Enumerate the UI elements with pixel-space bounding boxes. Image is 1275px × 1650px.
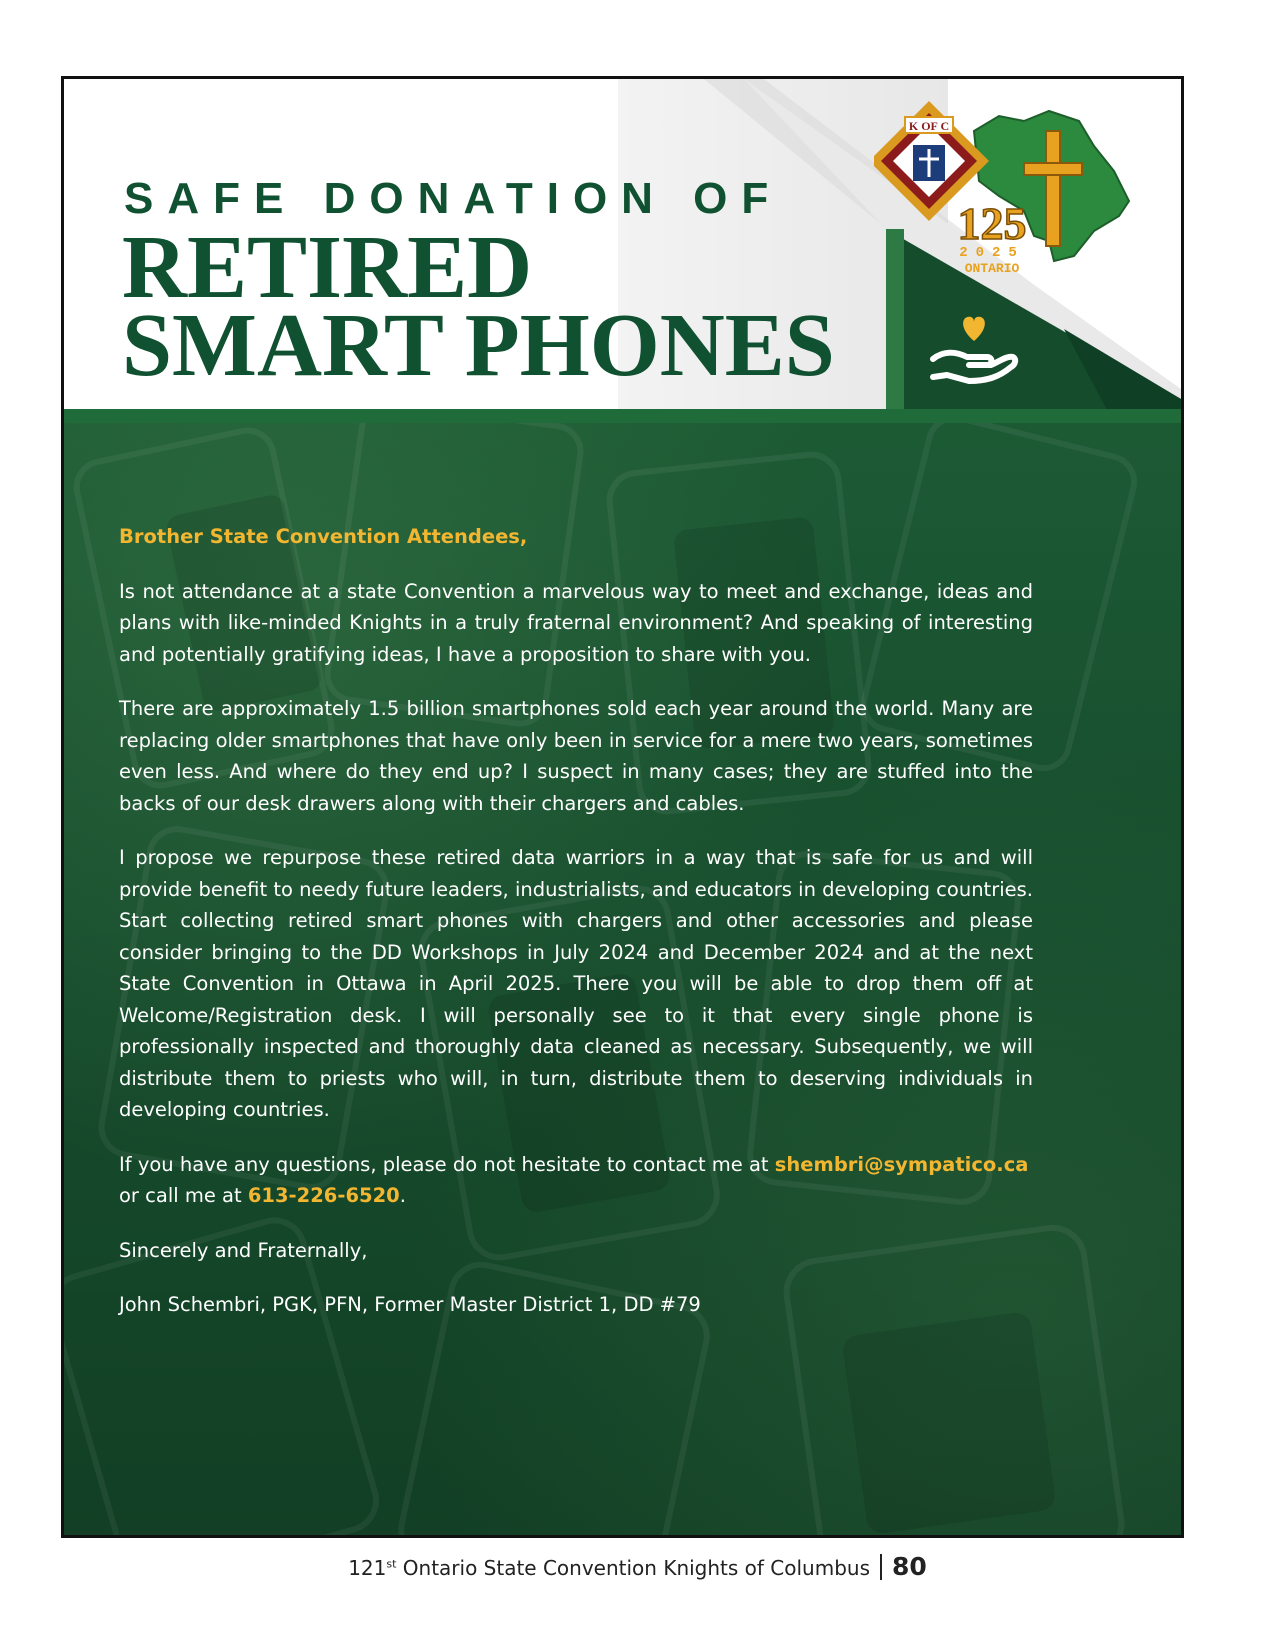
header [64,79,1181,423]
anniversary-number: 125 [957,198,1027,249]
contact-intro: If you have any questions, please do not hesitate to contact me at [119,1152,775,1176]
paragraph-2: There are approximately 1.5 billion smartphones sold each year around the world. Many are replacing older smartphones that have only been in service for a mere two years, sometimes even less. And where do they end up? I suspect in many cases; they are stuffed into the backs of our desk drawers along with their chargers and cables. [119,697,1033,815]
footer-ordinal: 121 [348,1556,387,1580]
header-band [64,409,1181,423]
logo-year: 2025 [959,245,1025,261]
paragraph-3: I propose we repurpose these retired data warriors in a way that is safe for us and will provide benefit to needy future leaders, industrialists, and educators in developing countries. Start collecting retired smart phones with chargers and other accessories and please consider bringing to the DD Workshops in July 2024 and December 2024 and at the next State Convention in Ottawa in April 2025. There you will be able to drop them off at Welcome/Registration desk. I will personally see to it that every single phone is professionally inspected and thoroughly data cleaned as necessary. Subsequently, we will distribute them to priests who will, in turn, distribute them to deserving individuals in developing countries. [119,846,1033,1121]
emblem-text: K OF C [908,119,950,133]
footer-divider [880,1554,882,1580]
kicker: SAFE DONATION OF [124,174,783,223]
letter-panel [64,423,1181,1538]
title-line-2: SMART PHONES [122,296,835,395]
footer-ordinal-suffix: st [386,1557,397,1571]
signature: John Schembri, PGK, PFN, Former Master District 1, DD #79 [119,1293,701,1316]
footer-title: Ontario State Convention Knights of Columbus [396,1556,871,1580]
page-number: 80 [892,1552,927,1581]
email-link[interactable]: shembri@sympatico.ca [774,1152,1029,1176]
kofc-125-ontario-logo [874,91,1134,281]
contact-end: . [399,1184,406,1207]
greeting: Brother State Convention Attendees, [119,525,528,548]
letter-content [119,521,1033,1344]
phone-number[interactable]: 613-226-6520 [247,1184,400,1207]
closing: Sincerely and Fraternally, [119,1238,368,1262]
title-line-1: RETIRED [122,218,533,317]
page-footer [0,1552,1275,1581]
page-title [122,218,835,395]
contact-call: or call me at [119,1184,248,1207]
page-frame [61,76,1184,1538]
paragraph-1: Is not attendance at a state Convention a marvelous way to meet and exchange, ideas and plans with like-minded Knights in a truly fraternal environment? And speaking of interesting and potentially gratifying ideas, I have a proposition to share with you. [119,579,1033,666]
contact-paragraph [119,1149,1033,1212]
heart-hand-icon [929,311,1019,386]
logo-region: ONTARIO [964,261,1020,276]
